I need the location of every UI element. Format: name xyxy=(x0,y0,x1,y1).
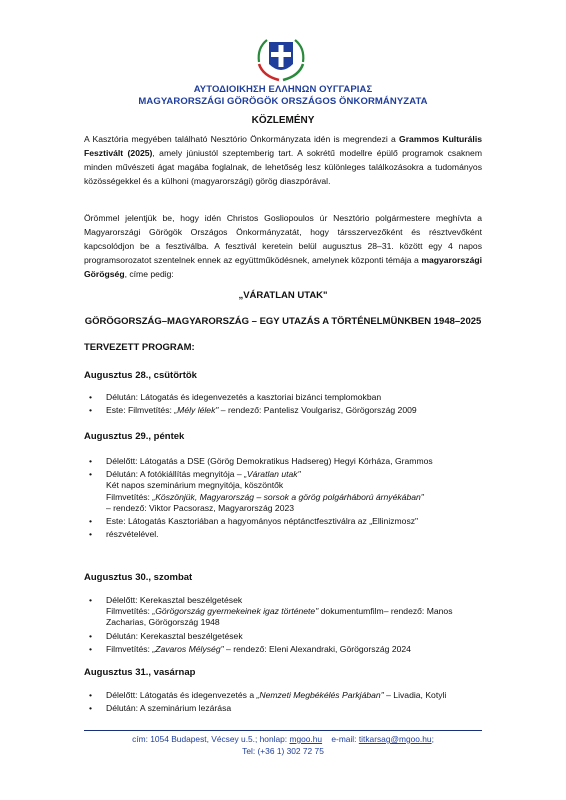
day-list-aug-28 xyxy=(84,392,484,416)
day-date: Augusztus 31. xyxy=(84,667,149,678)
bullet-icon: • xyxy=(89,405,93,416)
list-item xyxy=(84,595,484,629)
day-heading-aug-31 xyxy=(84,667,195,678)
item-text: Délután: A szeminárium lezárása xyxy=(106,703,232,714)
list-item xyxy=(84,690,484,701)
item-text: – rendező: Pantelisz Voulgarisz, Görögország 2009 xyxy=(218,405,417,416)
bullet-icon: • xyxy=(89,643,93,654)
footer-divider xyxy=(84,730,482,731)
list-item xyxy=(84,405,484,416)
org-name-greek: ΑΥΤΟΔΙΟΙΚΗΣΗ ΕΛΛΗΝΩΝ ΟΥΓΓΑΡΙΑΣ xyxy=(193,84,373,95)
film-title: „Zavaros Mélység" xyxy=(152,643,224,654)
film-title: „Mély lélek" xyxy=(174,405,219,416)
exhibition-title: „Váratlan utak" xyxy=(244,469,301,480)
bullet-icon: • xyxy=(89,456,93,466)
website-link[interactable]: mgoo.hu xyxy=(289,734,323,744)
bullet-icon: • xyxy=(89,595,93,605)
list-item xyxy=(84,516,484,527)
item-text: Filmvetítés: xyxy=(106,606,153,617)
paragraph-announcement-text: Örömmel jelentjük be, hogy idén Christos Gosliopoulos úr Nesztório polgármestere meghívta a Magyarországi Görögök Országos Önkormányzatát, hogy társszervezőként és résztvevőként kapcsolódjon be a fesztiválba. A fesztivál keretein belül augusztus 28–31. között egy 4 napos programsorozatot szentelnek ennek az együttműködésnek, amelynek központi témája a xyxy=(84,213,482,265)
item-text: Két napos szeminárium megnyitója, köszöntők xyxy=(106,480,284,491)
day-weekday: , szombat xyxy=(148,572,193,583)
central-theme: magyarországi Görögség xyxy=(84,255,482,279)
document-title: KÖZLEMÉNY xyxy=(251,115,315,126)
item-text: – rendező: Viktor Pacsorasz, Magyarország 2023 xyxy=(106,502,295,513)
bullet-icon: • xyxy=(89,690,93,700)
item-text: Délután: Látogatás és idegenvezetés a kasztoriai bizánci templomokban xyxy=(106,392,382,402)
paragraph-announcement-text-2: , címe pedig: xyxy=(124,269,174,279)
list-item xyxy=(84,529,484,540)
day-weekday: , csütörtök xyxy=(148,370,197,381)
paragraph-intro-text-2: , amely júniustól szeptemberig tart. A sokrétű modellre épülő programok csaknem minden művészeti ágat magába foglalnak, de lehetőség lesz különleges találkozásokra a tudományos közösségekkel és a külhoni (magyarországi) görög diaszpórával. xyxy=(84,148,482,186)
day-date: Augusztus 29. xyxy=(84,431,149,442)
place-name: „Nemzeti Megbékélés Parkjában" xyxy=(256,690,384,700)
item-text: Este: Filmvetítés: xyxy=(106,405,175,416)
item-text: Délelőtt: Kerekasztal beszélgetések xyxy=(106,595,243,605)
day-list-aug-31 xyxy=(84,690,484,714)
list-item xyxy=(84,644,484,655)
item-text: Este: Látogatás Kasztoriában a hagyományos néptánctfesztiválra az „Ellinizmosz" xyxy=(106,516,419,527)
day-weekday: , péntek xyxy=(148,431,185,442)
item-text: – Livadia, Kotyli xyxy=(383,690,447,700)
item-text: Délután: Kerekasztal beszélgetések xyxy=(106,630,243,641)
item-text: Filmvetítés: xyxy=(106,643,153,654)
day-date: Augusztus 30. xyxy=(84,572,149,583)
item-text: részvételével. xyxy=(106,529,159,540)
bullet-icon: • xyxy=(89,469,93,480)
day-heading-aug-29 xyxy=(84,431,184,442)
footer-punctuation: ; xyxy=(431,734,434,744)
org-name-hungarian: MAGYARORSZÁGI GÖRÖGÖK ORSZÁGOS ÖNKORMÁNYZATA xyxy=(138,96,428,107)
list-item xyxy=(84,392,484,403)
day-list-aug-30 xyxy=(84,595,484,655)
item-text: Délután: A fotókiállítás megnyitója – xyxy=(106,469,245,480)
footer-address: cím: 1054 Budapest, Vécsey u.5.; honlap: xyxy=(132,734,290,744)
paragraph-intro-text: A Kasztória megyében található Nesztório Önkormányzata idén is megrendezi a xyxy=(84,134,400,144)
bullet-icon: • xyxy=(89,703,93,714)
item-text: – rendező: Eleni Alexandraki, Görögország 2024 xyxy=(223,643,411,654)
email-link[interactable]: titkarsag@mgoo.hu xyxy=(358,734,432,744)
item-text: Délelőtt: Látogatás és idegenvezetés a xyxy=(106,690,257,700)
program-motto: „VÁRATLAN UTAK" xyxy=(238,290,328,301)
day-weekday: , vasárnap xyxy=(148,667,196,678)
item-text: dokumentumfilm– rendező: Manos Zacharias, Görögország 1948 xyxy=(106,606,453,628)
festival-name: Grammos Kulturális Fesztivált (2025) xyxy=(84,134,482,158)
bullet-icon: • xyxy=(89,516,93,527)
footer-phone: Tel: (+36 1) 302 72 75 xyxy=(242,746,324,756)
paragraph-intro xyxy=(84,132,482,188)
list-item xyxy=(84,703,484,714)
bullet-icon: • xyxy=(89,392,93,402)
program-subtitle: GÖRÖGORSZÁG–MAGYARORSZÁG – EGY UTAZÁS A TÖRTÉNELMÜNKBEN 1948–2025 xyxy=(84,316,482,327)
paragraph-announcement xyxy=(84,211,482,281)
bullet-icon: • xyxy=(89,630,93,641)
item-text: Délelőtt: Látogatás a DSE (Görög Demokratikus Hadsereg) Hegyi Kórháza, Grammos xyxy=(106,456,433,466)
day-heading-aug-30 xyxy=(84,572,192,583)
film-title: „Köszönjük, Magyarország – sorsok a görög polgárháború árnyékában" xyxy=(152,491,424,502)
film-title: „Görögország gyermekeinek igaz története" xyxy=(152,606,319,617)
footer-contact xyxy=(0,734,566,744)
list-item xyxy=(84,631,484,642)
program-heading: TERVEZETT PROGRAM: xyxy=(84,342,195,353)
day-heading-aug-28 xyxy=(84,370,197,381)
item-text: Filmvetítés: xyxy=(106,491,153,502)
bullet-icon: • xyxy=(89,529,93,540)
email-label: e-mail: xyxy=(322,734,359,744)
list-item xyxy=(84,469,484,514)
day-date: Augusztus 28. xyxy=(84,370,149,381)
list-item xyxy=(84,456,484,467)
day-list-aug-29 xyxy=(84,456,484,540)
greek-cross-crest-icon xyxy=(253,36,309,82)
